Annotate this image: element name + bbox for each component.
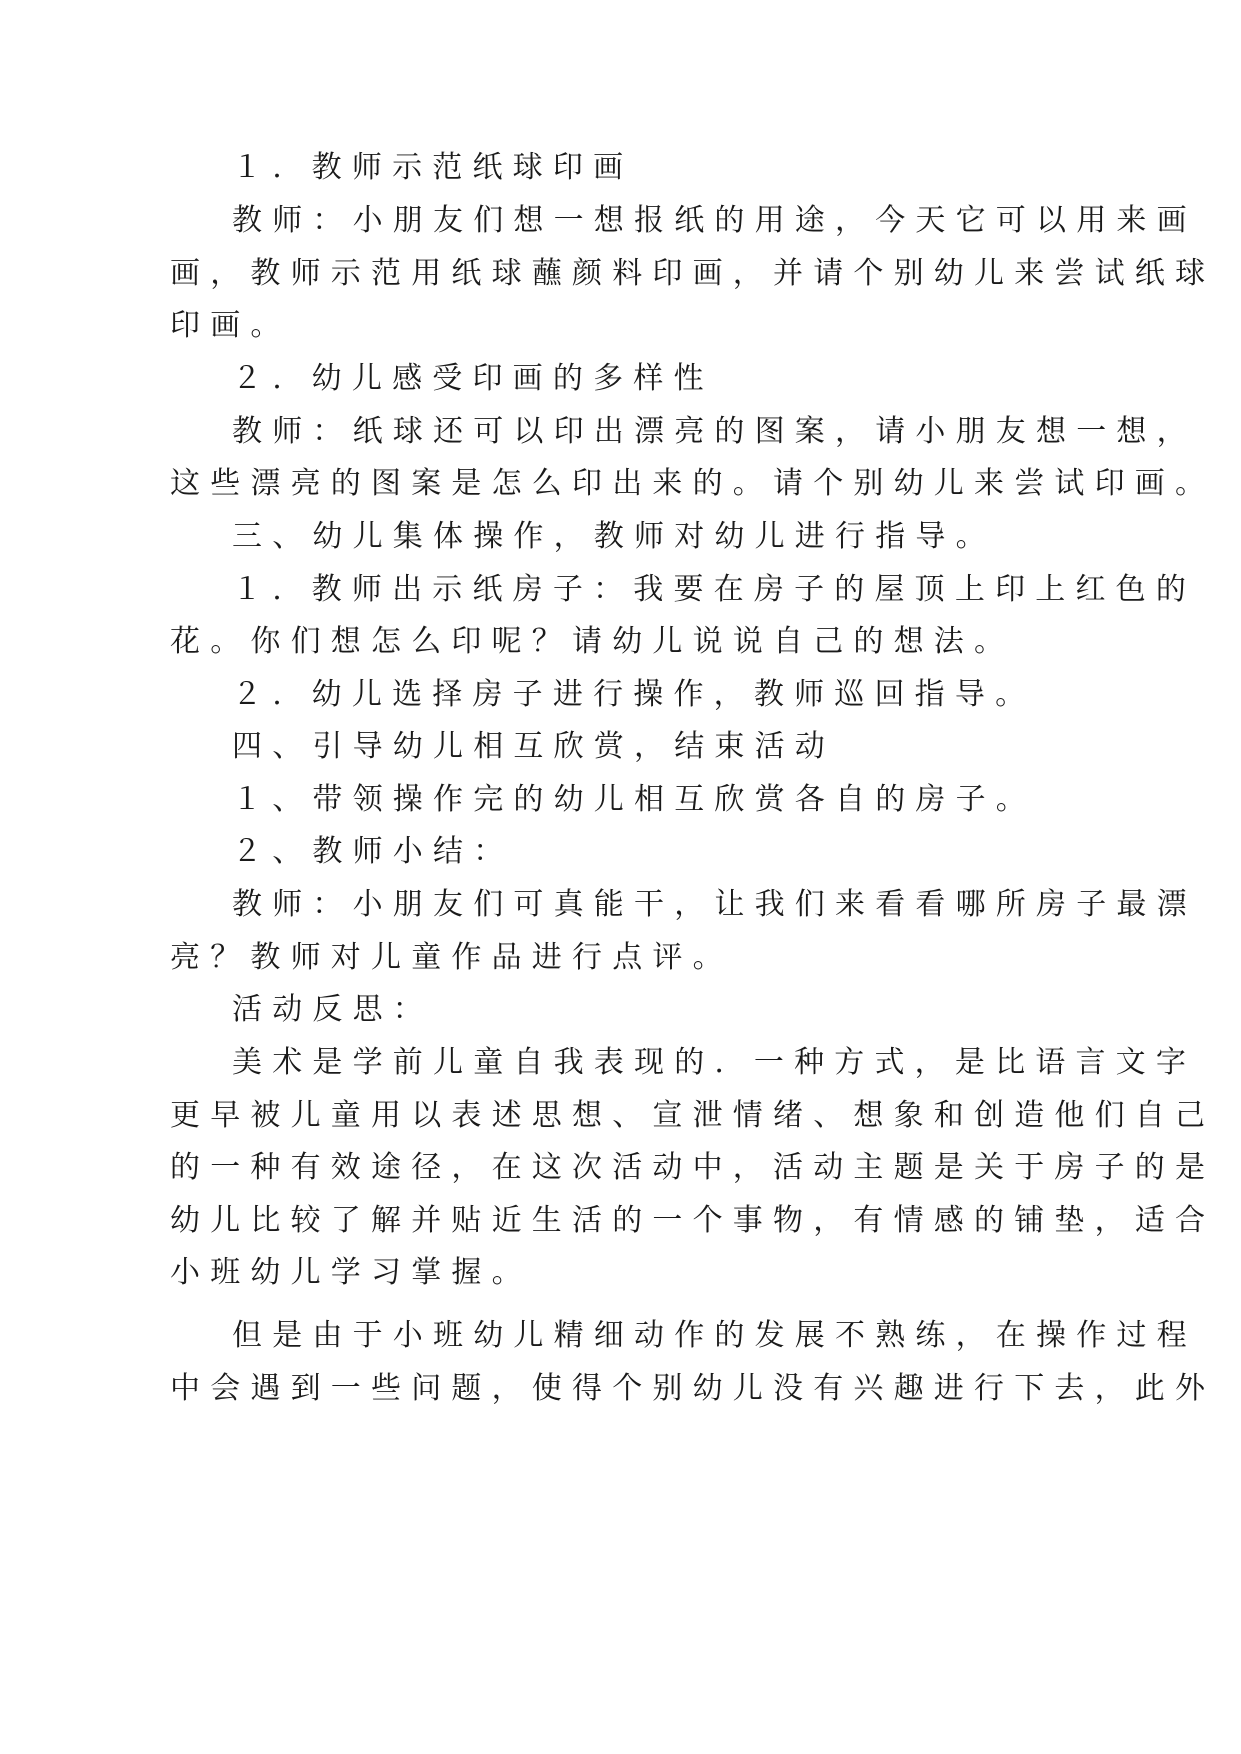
text-line: 四、引导幼儿相互欣赏，结束活动 [232, 729, 835, 764]
text-line: 小班幼儿学习掌握。 [170, 1255, 532, 1290]
text-line: ２. 幼儿感受印画的多样性 [232, 361, 714, 396]
text-line: 花。你们想怎么印呢？请幼儿说说自己的想法。 [170, 624, 1015, 659]
text-line: 这些漂亮的图案是怎么印出来的。请个别幼儿来尝试印画。 [170, 466, 1216, 501]
text-line: 画，教师示范用纸球蘸颜料印画，并请个别幼儿来尝试纸球 [170, 256, 1216, 291]
text-line: 三、幼儿集体操作，教师对幼儿进行指导。 [232, 519, 996, 554]
text-line: 但是由于小班幼儿精细动作的发展不熟练，在操作过程 [232, 1318, 1197, 1353]
text-line: 更早被儿童用以表述思想、宣泄情绪、想象和创造他们自己 [170, 1098, 1216, 1133]
text-line: 教师：小朋友们可真能干，让我们来看看哪所房子最漂 [232, 887, 1197, 922]
text-line: 的一种有效途径，在这次活动中，活动主题是关于房子的是 [170, 1150, 1216, 1185]
text-line: ２. 幼儿选择房子进行操作，教师巡回指导。 [232, 677, 1036, 712]
text-line: 亮？教师对儿童作品进行点评。 [170, 940, 733, 975]
text-line: １. 教师出示纸房子：我要在房子的屋顶上印上红色的 [232, 572, 1197, 607]
text-line: 教师：纸球还可以印出漂亮的图案，请小朋友想一想， [232, 414, 1197, 449]
text-line: 印画。 [170, 308, 291, 343]
text-line: １、带领操作完的幼儿相互欣赏各自的房子。 [232, 782, 1036, 817]
text-line: ２、教师小结： [232, 834, 514, 869]
text-line: 教师：小朋友们想一想报纸的用途，今天它可以用来画 [232, 203, 1197, 238]
text-line: 活动反思： [232, 992, 433, 1027]
text-line: 美术是学前儿童自我表现的. 一种方式，是比语言文字 [232, 1045, 1197, 1080]
text-line: 幼儿比较了解并贴近生活的一个事物，有情感的铺垫，适合 [170, 1203, 1216, 1238]
text-line: １. 教师示范纸球印画 [232, 150, 634, 185]
text-line: 中会遇到一些问题，使得个别幼儿没有兴趣进行下去，此外 [170, 1371, 1216, 1406]
